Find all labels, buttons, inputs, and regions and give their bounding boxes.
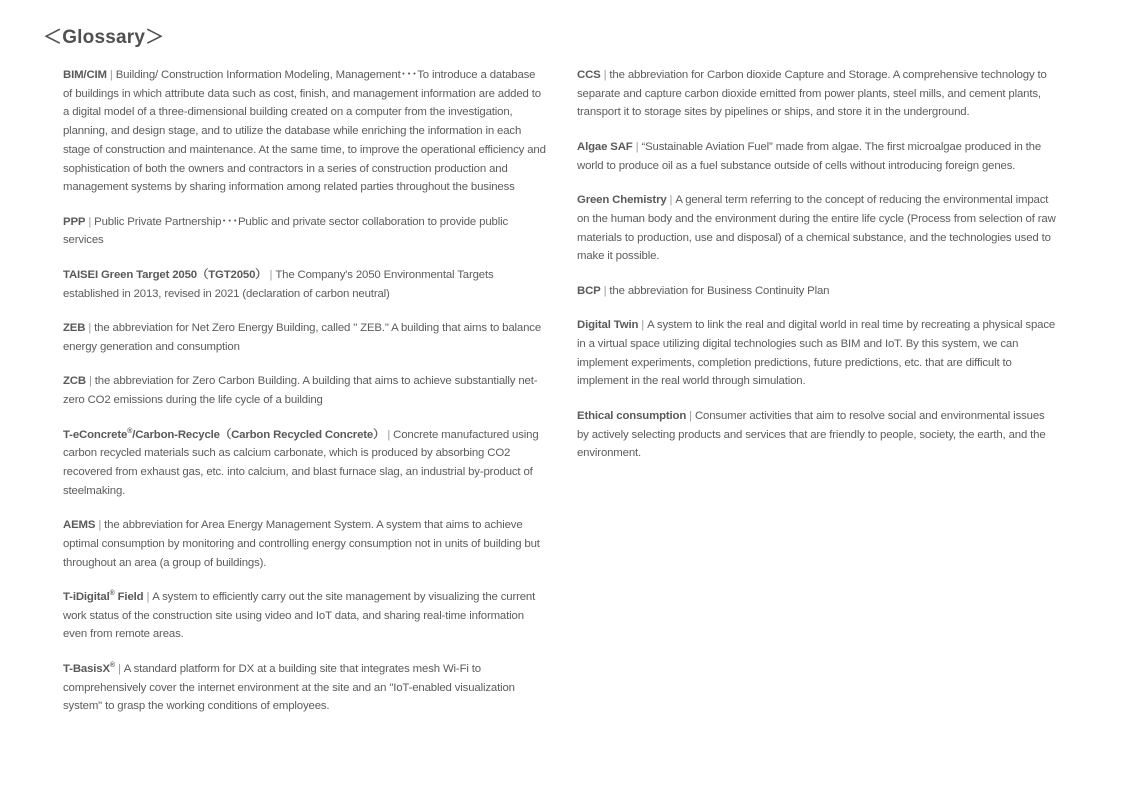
glossary-entry — [577, 282, 1057, 301]
term-separator: | — [146, 591, 150, 604]
glossary-definition: A standard platform for DX at a building site that integrates mesh Wi-Fi to comprehensively cover the internet environment at the site and an "IoT-enabled visualization system" to grasp the working conditions of employees. — [63, 662, 515, 713]
term-separator: | — [117, 662, 121, 675]
glossary-term-text: T-eConcrete — [63, 428, 128, 441]
glossary-entry — [63, 426, 547, 501]
glossary-term — [63, 216, 85, 228]
glossary-entry — [577, 66, 1057, 122]
glossary-entry — [577, 316, 1057, 391]
glossary-entry — [577, 191, 1057, 266]
glossary-term-text: Algae SAF — [577, 140, 633, 153]
term-separator: | — [635, 140, 639, 153]
glossary-term-text: TAISEI Green Target 2050（TGT2050） — [63, 268, 267, 281]
term-separator: | — [641, 319, 645, 332]
glossary-term-text: PPP — [63, 215, 86, 228]
glossary-definition: the abbreviation for Carbon dioxide Capture and Storage. A comprehensive technology to separate and capture carbon dioxide emitted from power plants, steel mills, and cement plants, transport it to storage sites by pipelines or ships, and store it in the underground. — [577, 69, 1047, 119]
glossary-definition: Concrete manufactured using carbon recycled materials such as calcium carbonate, which is produced by absorbing CO2 recovered from exhaust gas, etc. into calcium, and blast furnace slag, an industrial by-product of steelmaking. — [63, 428, 539, 497]
glossary-definition: A general term referring to the concept of reducing the environmental impact on the human body and the environment during the entire life cycle (Process from selection of raw materials to production, use and disposal) of a chemical substance, and the technologies used to make it possible. — [577, 194, 1056, 263]
glossary-definition: the abbreviation for Net Zero Energy Building, called " ZEB." A building that aims to balance energy generation and consumption — [63, 322, 542, 353]
glossary-term — [577, 141, 633, 153]
term-separator: | — [387, 428, 391, 441]
glossary-definition: Public Private Partnership･･･Public and private sector collaboration to provide public services — [63, 215, 508, 247]
glossary-term-text: BIM/CIM — [63, 69, 107, 81]
glossary-definition: “Sustainable Aviation Fuel” made from algae. The first microalgae produced in the world to produce oil as a fuel substance outside of cells without introducing foreign genes. — [577, 140, 1042, 172]
glossary-term — [577, 285, 601, 297]
glossary-term-text: Digital Twin — [577, 319, 639, 332]
glossary-term-tail: /Carbon-Recycle（Carbon Recycled Concrete） — [132, 428, 385, 441]
glossary-term — [63, 269, 267, 281]
glossary-definition: Consumer activities that aim to resolve social and environmental issues by actively selecting products and services that are friendly to people, society, the earth, and the environment. — [577, 409, 1046, 460]
glossary-term-text: T-BasisX — [63, 662, 110, 675]
glossary-term — [577, 410, 686, 422]
glossary-entry — [63, 372, 547, 409]
glossary-entry — [63, 319, 547, 356]
glossary-term-text: Green Chemistry — [577, 194, 667, 207]
glossary-definition: the abbreviation for Business Continuity Plan — [609, 284, 830, 297]
glossary-left-column — [63, 66, 547, 732]
glossary-term-text: ZCB — [63, 375, 86, 388]
glossary-definition: A system to efficiently carry out the site management by visualizing the current work status of the construction site using video and IoT data, and sharing real-time information even from remote areas. — [63, 591, 536, 641]
glossary-term — [63, 69, 107, 81]
glossary-term-text: ZEB — [63, 322, 86, 335]
term-separator: | — [669, 194, 673, 207]
glossary-definition: the abbreviation for Zero Carbon Building. A building that aims to achieve substantially net-zero CO2 emissions during the life cycle of a building — [63, 375, 538, 407]
glossary-entry — [63, 588, 547, 644]
term-separator: | — [603, 69, 607, 81]
glossary-entry — [63, 213, 547, 250]
term-separator: | — [689, 409, 692, 422]
page-title: ＜Glossary＞ — [43, 27, 165, 48]
glossary-term — [577, 69, 601, 81]
term-separator: | — [88, 375, 92, 388]
term-separator: | — [603, 284, 607, 297]
glossary-entry — [63, 66, 547, 197]
glossary-entry — [63, 660, 547, 716]
glossary-term-text: BCP — [577, 284, 601, 297]
glossary-term-text: Ethical consumption — [577, 409, 687, 422]
glossary-term — [63, 322, 85, 334]
glossary-term-text: T-iDigital — [63, 591, 110, 604]
term-separator: | — [88, 215, 92, 228]
glossary-entry — [577, 138, 1057, 175]
glossary-term-text: AEMS — [63, 519, 96, 532]
glossary-term — [63, 663, 115, 675]
term-separator: | — [88, 322, 92, 335]
registered-mark: ® — [109, 590, 115, 598]
glossary-term — [63, 591, 143, 603]
registered-mark: ® — [127, 427, 133, 435]
glossary-entry — [577, 407, 1057, 463]
glossary-entry — [63, 516, 547, 572]
glossary-definition: the abbreviation for Area Energy Management System. A system that aims to achieve optimal consumption by monitoring and controlling energy consumption not in units of building but throughout an area (a group of buildings). — [63, 519, 540, 569]
glossary-term — [63, 519, 95, 531]
term-separator: | — [269, 268, 273, 281]
glossary-term-text: CCS — [577, 69, 601, 81]
glossary-definition: A system to link the real and digital world in real time by recreating a physical space in a virtual space utilizing digital technologies such as BIM and IoT. By this system, we can implement experiments, completion predictions, future predictions, etc. that are difficult to implement in the real world through simulation. — [577, 319, 1056, 388]
term-separator: | — [109, 69, 113, 81]
registered-mark: ® — [109, 662, 115, 670]
glossary-term — [63, 429, 384, 441]
glossary-term-tail: Field — [114, 591, 144, 604]
term-separator: | — [98, 519, 102, 532]
glossary-term — [63, 375, 86, 387]
glossary-definition: The Company's 2050 Environmental Targets established in 2013, revised in 2021 (declaration of carbon neutral) — [63, 268, 494, 300]
glossary-definition: Building/ Construction Information Modeling, Management･･･To introduce a database of buildings in which attribute data such as cost, finish, and management information are added to a digital model of a three-dimensional building created on a computer from the investigation, planning, and design stage, and to utilize the database while enriching the information in each stage of construction and maintenance. At the same time, to improve the operational efficiency and sophistication of both the owners and contractors in a series of construction production and management systems by sharing information among related parties throughout the business — [63, 69, 546, 194]
glossary-right-column — [577, 66, 1057, 479]
glossary-term — [577, 319, 638, 331]
glossary-term — [577, 194, 667, 206]
glossary-entry — [63, 266, 547, 303]
